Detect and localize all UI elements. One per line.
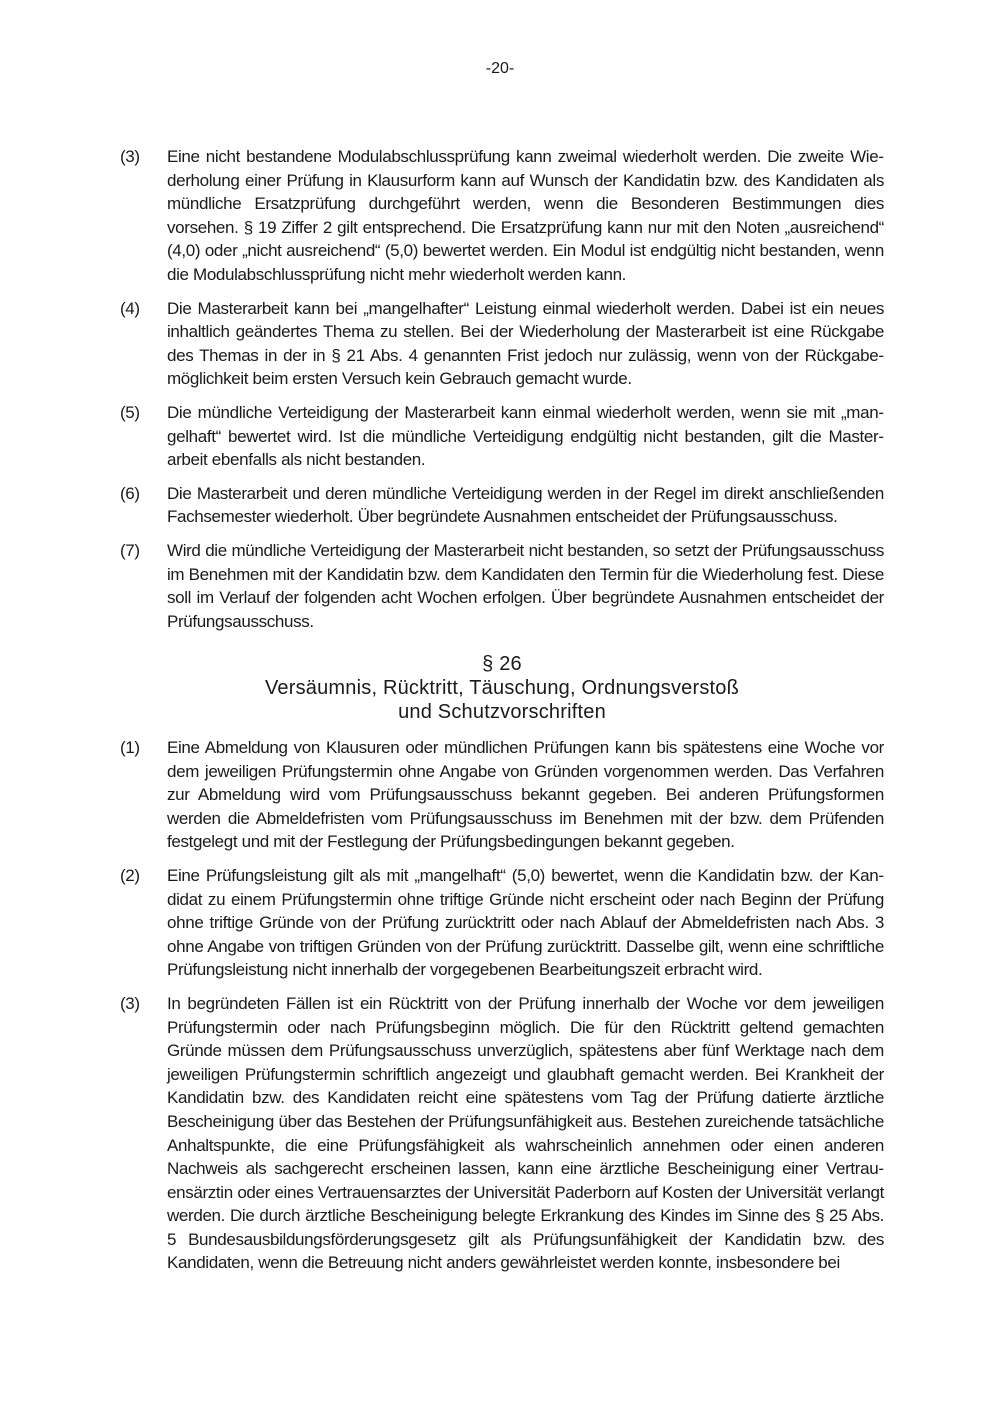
- paragraph: [120, 539, 884, 633]
- paragraph: [120, 482, 884, 529]
- paragraph: [120, 864, 884, 982]
- paragraph-text: Eine nicht bestandene Modulabschlussprüfung kann zweimal wiederholt werden. Die zweite Wiederholung einer Prüfung in Klausurform kann auf Wunsch der Kandidatin bzw. des Kandidaten als mündliche Ersatzprüfung durchgeführt werden, wenn die Besonderen Bestimmungen dies vorsehen. § 19 Ziffer 2 gilt entsprechend. Die Ersatzprüfung kann nur mit den Noten „ausreichend“ (4,0) oder „nicht ausreichend“ (5,0) bewertet werden. Ein Modul ist endgültig nicht bestanden, wenn die Modulabschlussprüfung nicht mehr wiederholt werden kann.: [167, 147, 884, 284]
- paragraph-group-section: [120, 736, 884, 1285]
- paragraph: [120, 297, 884, 391]
- paragraph-text: Eine Prüfungsleistung gilt als mit „mangelhaft“ (5,0) bewertet, wenn die Kandidatin bzw. der Kandidat zu einem Prüfungstermin ohne triftige Gründe nicht erscheint oder nach Beginn der Prüfung ohne triftige Gründe von der Prüfung zurücktritt oder nach Ablauf der Abmeldefristen nach Abs. 3 ohne Angabe von triftigen Gründen von der Prüfung zurücktritt. Dasselbe gilt, wenn eine schriftliche Prüfungsleistung nicht innerhalb der vorgegebenen Bearbeitungszeit erbracht wird.: [167, 865, 884, 980]
- section-heading: [120, 652, 884, 724]
- paragraph-text: Eine Abmeldung von Klausuren oder mündlichen Prüfungen kann bis spätestens eine Woche vor dem jeweiligen Prüfungstermin ohne Angabe von Gründen vorgenommen werden. Das Verfahren zur Abmeldung wird vom Prüfungsausschuss bekannt gegeben. Bei anderen Prüfungsformen werden die Abmeldefristen vom Prüfungsausschuss im Benehmen mit der bzw. dem Prüfenden festgelegt und mit der Festlegung der Prüfungsbedingungen bekannt gegeben.: [167, 738, 884, 852]
- paragraph: [120, 145, 884, 287]
- paragraph-text: Die mündliche Verteidigung der Masterarbeit kann einmal wiederholt werden, wenn sie mit „mangelhaft“ bewertet wird. Ist die mündliche Verteidigung endgültig nicht bestanden, gilt die Masterarbeit ebenfalls als nicht bestanden.: [167, 402, 884, 470]
- paragraph-text: Wird die mündliche Verteidigung der Masterarbeit nicht bestanden, so setzt der Prüfungsausschuss im Benehmen mit der Kandidatin bzw. dem Kandidaten den Termin für die Wiederholung fest. Diese soll im Verlauf der folgenden acht Wochen erfolgen. Über begründete Ausnahmen entscheidet der Prüfungsausschuss.: [167, 540, 884, 631]
- paragraph: [120, 736, 884, 854]
- section-number: § 26: [482, 653, 522, 675]
- paragraph-number: (6): [120, 483, 140, 503]
- paragraph-number: (2): [120, 865, 140, 885]
- paragraph-text: Die Masterarbeit kann bei „mangelhafter“ Leistung einmal wiederholt werden. Dabei ist ein neues inhaltlich geändertes Thema zu stellen. Bei der Wiederholung der Masterarbeit ist eine Rückgabe des Themas in der in § 21 Abs. 4 genannten Frist jedoch nur zulässig, wenn von der Rückgabemöglichkeit beim ersten Versuch kein Gebrauch gemacht wurde.: [167, 298, 884, 389]
- paragraph-number: (3): [120, 147, 140, 166]
- paragraph-number: (7): [120, 540, 140, 560]
- paragraph-text: Die Masterarbeit und deren mündliche Verteidigung werden in der Regel im direkt anschließenden Fachsemester wiederholt. Über begründete Ausnahmen entscheidet der Prüfungsausschuss.: [167, 483, 884, 527]
- paragraph-group-top: [120, 145, 884, 643]
- paragraph-number: (1): [120, 738, 140, 757]
- paragraph-number: (4): [120, 298, 140, 318]
- section-title-line-2: und Schutzvorschriften: [398, 701, 606, 723]
- paragraph-number: (5): [120, 402, 140, 422]
- paragraph: [120, 401, 884, 472]
- section-title-line-1: Versäumnis, Rücktritt, Täuschung, Ordnungsverstoß: [264, 677, 740, 699]
- page-number: -20-: [485, 60, 515, 77]
- paragraph-text: In begründeten Fällen ist ein Rücktritt von der Prüfung innerhalb der Woche vor dem jeweiligen Prüfungstermin oder nach Prüfungsbeginn möglich. Die für den Rücktritt geltend gemachten Gründe müssen dem Prüfungsausschuss unverzüglich, spätestens aber fünf Werktage nach dem jeweiligen Prüfungstermin schriftlich angezeigt und glaubhaft gemacht werden. Bei Krankheit der Kandidatin bzw. des Kandidaten reicht eine spätestens vom Tag der Prüfung datierte ärztliche Bescheinigung über das Bestehen der Prüfungsunfähigkeit aus. Bestehen zureichende tatsächliche Anhaltspunkte, die eine Prüfungsfähigkeit als wahrscheinlich annehmen oder einen anderen Nachweis als sachgerecht erscheinen lassen, kann eine ärztliche Bescheinigung einer Vertrauensärztin oder eines Vertrauensarztes der Universität Paderborn auf Kosten der Universität verlangt werden. Die durch ärztliche Bescheinigung belegte Erkrankung des Kindes im Sinne des § 25 Abs. 5 Bundesausbildungsförderungsgesetz gilt als Prüfungsunfähigkeit der Kandidatin bzw. des Kandidaten, wenn die Betreuung nicht anders gewährleistet werden konnte, insbesondere bei: [167, 993, 884, 1273]
- paragraph-number: (3): [120, 993, 140, 1013]
- paragraph: [120, 992, 884, 1275]
